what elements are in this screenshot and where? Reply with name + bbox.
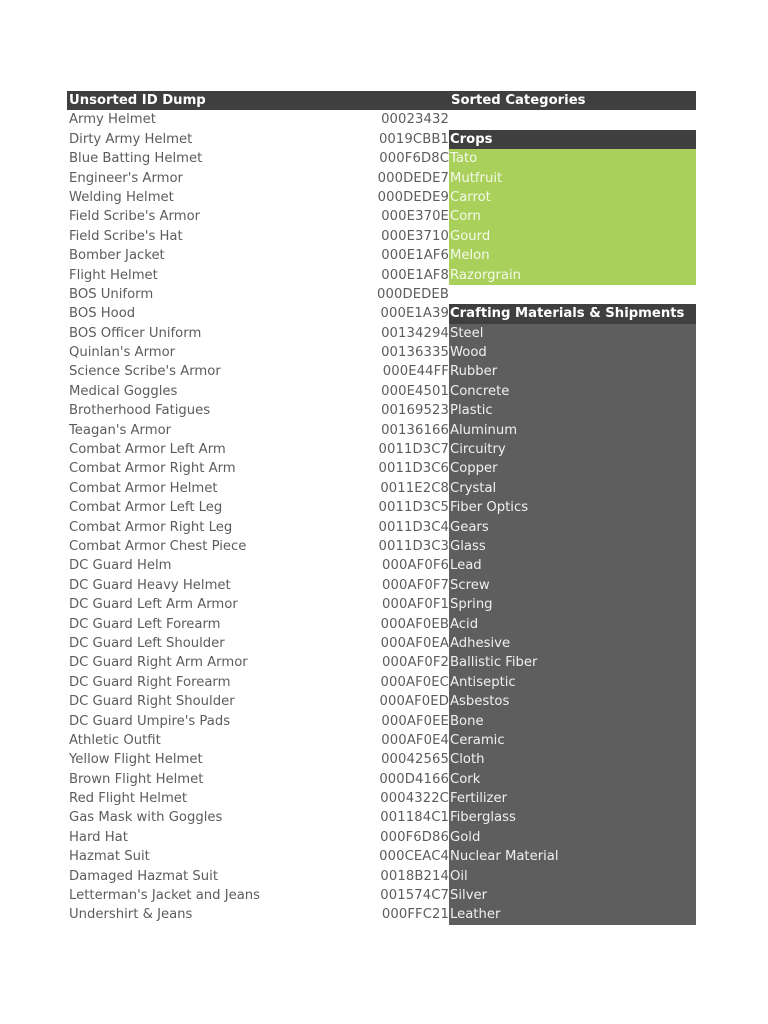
item-id-cell[interactable]: 0011E2C8 xyxy=(380,480,449,496)
table-row xyxy=(67,750,696,769)
item-name-cell[interactable]: Welding Helmet xyxy=(69,189,174,205)
category-item-cell[interactable]: Adhesive xyxy=(449,634,696,653)
item-id-cell[interactable]: 000DEDE9 xyxy=(377,189,449,205)
table-row xyxy=(67,266,696,285)
category-item-cell[interactable]: Razorgrain xyxy=(449,266,696,285)
item-name-cell[interactable]: Undershirt & Jeans xyxy=(69,907,193,923)
item-name-cell[interactable]: Combat Armor Left Arm xyxy=(69,442,226,458)
table-row xyxy=(67,595,696,614)
item-id-cell[interactable]: 000E1AF8 xyxy=(381,267,449,283)
table-row xyxy=(67,615,696,634)
category-item-cell[interactable]: Fiberglass xyxy=(449,808,696,827)
item-name-cell[interactable]: DC Guard Umpire's Pads xyxy=(69,713,231,729)
item-id-cell[interactable]: 000DEDEB xyxy=(377,286,449,302)
table-row xyxy=(67,324,696,343)
item-id-cell[interactable]: 000AF0EB xyxy=(380,616,449,632)
item-id-cell[interactable]: 000F6D8C xyxy=(379,151,449,167)
category-item-cell[interactable]: Oil xyxy=(449,867,696,886)
table-row xyxy=(67,479,696,498)
category-item-cell[interactable]: Lead xyxy=(449,556,696,575)
category-item-cell[interactable]: Gourd xyxy=(449,227,696,246)
table-row xyxy=(67,518,696,537)
category-item-cell[interactable] xyxy=(449,110,696,129)
item-id-cell[interactable]: 000AF0F1 xyxy=(382,597,449,613)
item-id-cell[interactable]: 000FFC21 xyxy=(381,907,449,923)
category-item-cell[interactable]: Asbestos xyxy=(449,692,696,711)
item-name-cell[interactable]: Combat Armor Helmet xyxy=(69,480,218,496)
table-body xyxy=(67,110,696,924)
item-name-cell[interactable]: BOS Hood xyxy=(69,306,136,322)
item-name-cell[interactable]: Damaged Hazmat Suit xyxy=(69,868,218,884)
table-row xyxy=(67,130,696,149)
table-row xyxy=(67,343,696,362)
item-id-cell[interactable]: 000E1AF6 xyxy=(381,248,449,264)
item-name-cell[interactable]: Combat Armor Left Leg xyxy=(69,500,223,516)
table-row xyxy=(67,285,696,304)
item-name-cell[interactable]: Field Scribe's Hat xyxy=(69,228,183,244)
item-name-cell[interactable]: DC Guard Left Shoulder xyxy=(69,635,225,651)
item-name-cell[interactable]: Brotherhood Fatigues xyxy=(69,403,211,419)
item-name-cell[interactable]: DC Guard Left Arm Armor xyxy=(69,597,238,613)
category-item-cell[interactable]: Tato xyxy=(449,149,696,168)
category-item-cell[interactable]: Corn xyxy=(449,207,696,226)
item-id-cell[interactable]: 000AF0E4 xyxy=(381,732,449,748)
item-id-cell[interactable]: 0011D3C6 xyxy=(378,461,449,477)
item-id-cell[interactable]: 000AF0ED xyxy=(379,694,449,710)
item-name-cell[interactable]: Blue Batting Helmet xyxy=(69,151,203,167)
table-row xyxy=(67,886,696,905)
item-id-cell[interactable]: 0011D3C5 xyxy=(378,500,449,516)
item-name-cell[interactable]: Engineer's Armor xyxy=(69,170,183,186)
table-row xyxy=(67,169,696,188)
item-id-cell[interactable]: 000AF0F6 xyxy=(382,558,449,574)
item-id-cell[interactable]: 000AF0F2 xyxy=(382,655,449,671)
table-row xyxy=(67,634,696,653)
item-id-cell[interactable]: 000AF0F7 xyxy=(382,577,449,593)
item-name-cell[interactable]: Combat Armor Right Leg xyxy=(69,519,233,535)
table-row xyxy=(67,207,696,226)
category-item-cell[interactable]: Fertilizer xyxy=(449,789,696,808)
item-id-cell[interactable]: 000DEDE7 xyxy=(377,170,449,186)
category-item-cell[interactable]: Leather xyxy=(449,905,696,924)
table-row xyxy=(67,770,696,789)
category-title-cell[interactable]: Crops xyxy=(449,130,696,149)
table-row xyxy=(67,537,696,556)
item-id-cell[interactable]: 000D4166 xyxy=(379,771,449,787)
table-row xyxy=(67,149,696,168)
category-item-cell[interactable]: Concrete xyxy=(449,382,696,401)
category-item-cell[interactable]: Antiseptic xyxy=(449,673,696,692)
item-name-cell[interactable]: Red Flight Helmet xyxy=(69,791,188,807)
item-name-cell[interactable]: DC Guard Heavy Helmet xyxy=(69,577,231,593)
category-item-cell[interactable]: Wood xyxy=(449,343,696,362)
item-name-cell[interactable]: Hard Hat xyxy=(69,829,128,845)
category-item-cell[interactable]: Ceramic xyxy=(449,731,696,750)
table-row xyxy=(67,692,696,711)
item-name-cell[interactable]: Combat Armor Right Arm xyxy=(69,461,236,477)
item-name-cell[interactable]: Science Scribe's Armor xyxy=(69,364,221,380)
table-row xyxy=(67,246,696,265)
item-name-cell[interactable]: Yellow Flight Helmet xyxy=(69,752,203,768)
table-row xyxy=(67,789,696,808)
table-row xyxy=(67,401,696,420)
item-id-cell[interactable]: 000CEAC4 xyxy=(379,849,449,865)
item-id-cell[interactable]: 0011D3C3 xyxy=(378,538,449,554)
table-row xyxy=(67,808,696,827)
category-item-cell[interactable]: Rubber xyxy=(449,362,696,381)
item-id-cell[interactable]: 0011D3C4 xyxy=(378,519,449,535)
category-item-cell[interactable]: Ballistic Fiber xyxy=(449,653,696,672)
item-id-cell[interactable]: 00169523 xyxy=(381,403,449,419)
item-id-cell[interactable]: 00042565 xyxy=(381,752,449,768)
table-row xyxy=(67,421,696,440)
item-name-cell[interactable]: Bomber Jacket xyxy=(69,248,165,264)
item-id-cell[interactable]: 000F6D86 xyxy=(380,829,449,845)
category-item-cell[interactable]: Crystal xyxy=(449,479,696,498)
table-row xyxy=(67,731,696,750)
table-row xyxy=(67,188,696,207)
category-item-cell[interactable]: Carrot xyxy=(449,188,696,207)
category-item-cell[interactable] xyxy=(449,285,696,304)
table-row xyxy=(67,712,696,731)
category-item-cell[interactable]: Bone xyxy=(449,712,696,731)
category-item-cell[interactable]: Cloth xyxy=(449,750,696,769)
item-name-cell[interactable]: DC Guard Right Arm Armor xyxy=(69,655,248,671)
category-item-cell[interactable]: Plastic xyxy=(449,401,696,420)
item-id-cell[interactable]: 00136335 xyxy=(381,345,449,361)
item-name-cell[interactable]: Medical Goggles xyxy=(69,383,178,399)
table-row xyxy=(67,847,696,866)
header-sorted-categories[interactable]: Sorted Categories xyxy=(451,93,586,108)
category-item-cell[interactable]: Circuitry xyxy=(449,440,696,459)
item-id-cell[interactable]: 00023432 xyxy=(381,112,449,128)
item-name-cell[interactable]: Combat Armor Chest Piece xyxy=(69,538,247,554)
item-id-cell[interactable]: 0018B214 xyxy=(380,868,449,884)
item-id-cell[interactable]: 000AF0EC xyxy=(380,674,449,690)
item-id-cell[interactable]: 000E1A39 xyxy=(380,306,449,322)
item-id-cell[interactable]: 000E370E xyxy=(381,209,449,225)
item-id-cell[interactable]: 00136166 xyxy=(381,422,449,438)
item-id-cell[interactable]: 000E44FF xyxy=(382,364,449,380)
table-row xyxy=(67,110,696,129)
item-name-cell[interactable]: Field Scribe's Armor xyxy=(69,209,201,225)
category-item-cell[interactable]: Gold xyxy=(449,828,696,847)
item-name-cell[interactable]: Brown Flight Helmet xyxy=(69,771,204,787)
item-id-cell[interactable]: 000E3710 xyxy=(381,228,449,244)
table-row xyxy=(67,382,696,401)
category-item-cell[interactable]: Glass xyxy=(449,537,696,556)
item-name-cell[interactable]: Athletic Outfit xyxy=(69,732,161,748)
category-item-cell[interactable]: Cork xyxy=(449,770,696,789)
item-name-cell[interactable]: BOS Uniform xyxy=(69,286,154,302)
table-row xyxy=(67,905,696,924)
item-id-cell[interactable]: 000AF0EA xyxy=(380,635,449,651)
item-name-cell[interactable]: Flight Helmet xyxy=(69,267,158,283)
header-row xyxy=(67,91,696,110)
table-row xyxy=(67,576,696,595)
table-row xyxy=(67,362,696,381)
header-unsorted-id-dump[interactable]: Unsorted ID Dump xyxy=(69,93,206,108)
item-name-cell[interactable]: DC Guard Right Forearm xyxy=(69,674,231,690)
item-id-cell[interactable]: 00134294 xyxy=(381,325,449,341)
category-item-cell[interactable]: Screw xyxy=(449,576,696,595)
item-name-cell[interactable]: DC Guard Right Shoulder xyxy=(69,694,235,710)
table-row xyxy=(67,556,696,575)
item-id-cell[interactable]: 000AF0EE xyxy=(381,713,449,729)
item-id-cell[interactable]: 000E4501 xyxy=(381,383,449,399)
category-item-cell[interactable]: Mutfruit xyxy=(449,169,696,188)
category-item-cell[interactable]: Acid xyxy=(449,615,696,634)
table-row xyxy=(67,459,696,478)
spreadsheet xyxy=(67,91,696,925)
table-row xyxy=(67,227,696,246)
item-name-cell[interactable]: BOS Officer Uniform xyxy=(69,325,202,341)
item-id-cell[interactable]: 001184C1 xyxy=(380,810,449,826)
category-item-cell[interactable]: Fiber Optics xyxy=(449,498,696,517)
item-name-cell[interactable]: Letterman's Jacket and Jeans xyxy=(69,888,261,904)
category-title-cell[interactable]: Crafting Materials & Shipments xyxy=(449,304,696,323)
item-name-cell[interactable]: Quinlan's Armor xyxy=(69,345,176,361)
table-row xyxy=(67,498,696,517)
category-item-cell[interactable]: Spring xyxy=(449,595,696,614)
category-item-cell[interactable]: Steel xyxy=(449,324,696,343)
item-id-cell[interactable]: 001574C7 xyxy=(380,888,449,904)
item-id-cell[interactable]: 0004322C xyxy=(380,791,449,807)
item-name-cell[interactable]: DC Guard Helm xyxy=(69,558,172,574)
category-item-cell[interactable]: Melon xyxy=(449,246,696,265)
item-name-cell[interactable]: DC Guard Left Forearm xyxy=(69,616,221,632)
category-item-cell[interactable]: Gears xyxy=(449,518,696,537)
table-row xyxy=(67,673,696,692)
table-row xyxy=(67,867,696,886)
item-id-cell[interactable]: 0019CBB1 xyxy=(378,131,449,147)
item-name-cell[interactable]: Gas Mask with Goggles xyxy=(69,810,223,826)
table-row xyxy=(67,440,696,459)
category-item-cell[interactable]: Nuclear Material xyxy=(449,847,696,866)
item-name-cell[interactable]: Hazmat Suit xyxy=(69,849,150,865)
table-row xyxy=(67,828,696,847)
table-row xyxy=(67,304,696,323)
category-item-cell[interactable]: Copper xyxy=(449,459,696,478)
category-item-cell[interactable]: Aluminum xyxy=(449,421,696,440)
item-id-cell[interactable]: 0011D3C7 xyxy=(378,442,449,458)
header-id-cell[interactable] xyxy=(367,91,449,110)
item-name-cell[interactable]: Teagan's Armor xyxy=(69,422,172,438)
category-item-cell[interactable]: Silver xyxy=(449,886,696,905)
table-row xyxy=(67,653,696,672)
item-name-cell[interactable]: Dirty Army Helmet xyxy=(69,131,193,147)
item-name-cell[interactable]: Army Helmet xyxy=(69,112,156,128)
